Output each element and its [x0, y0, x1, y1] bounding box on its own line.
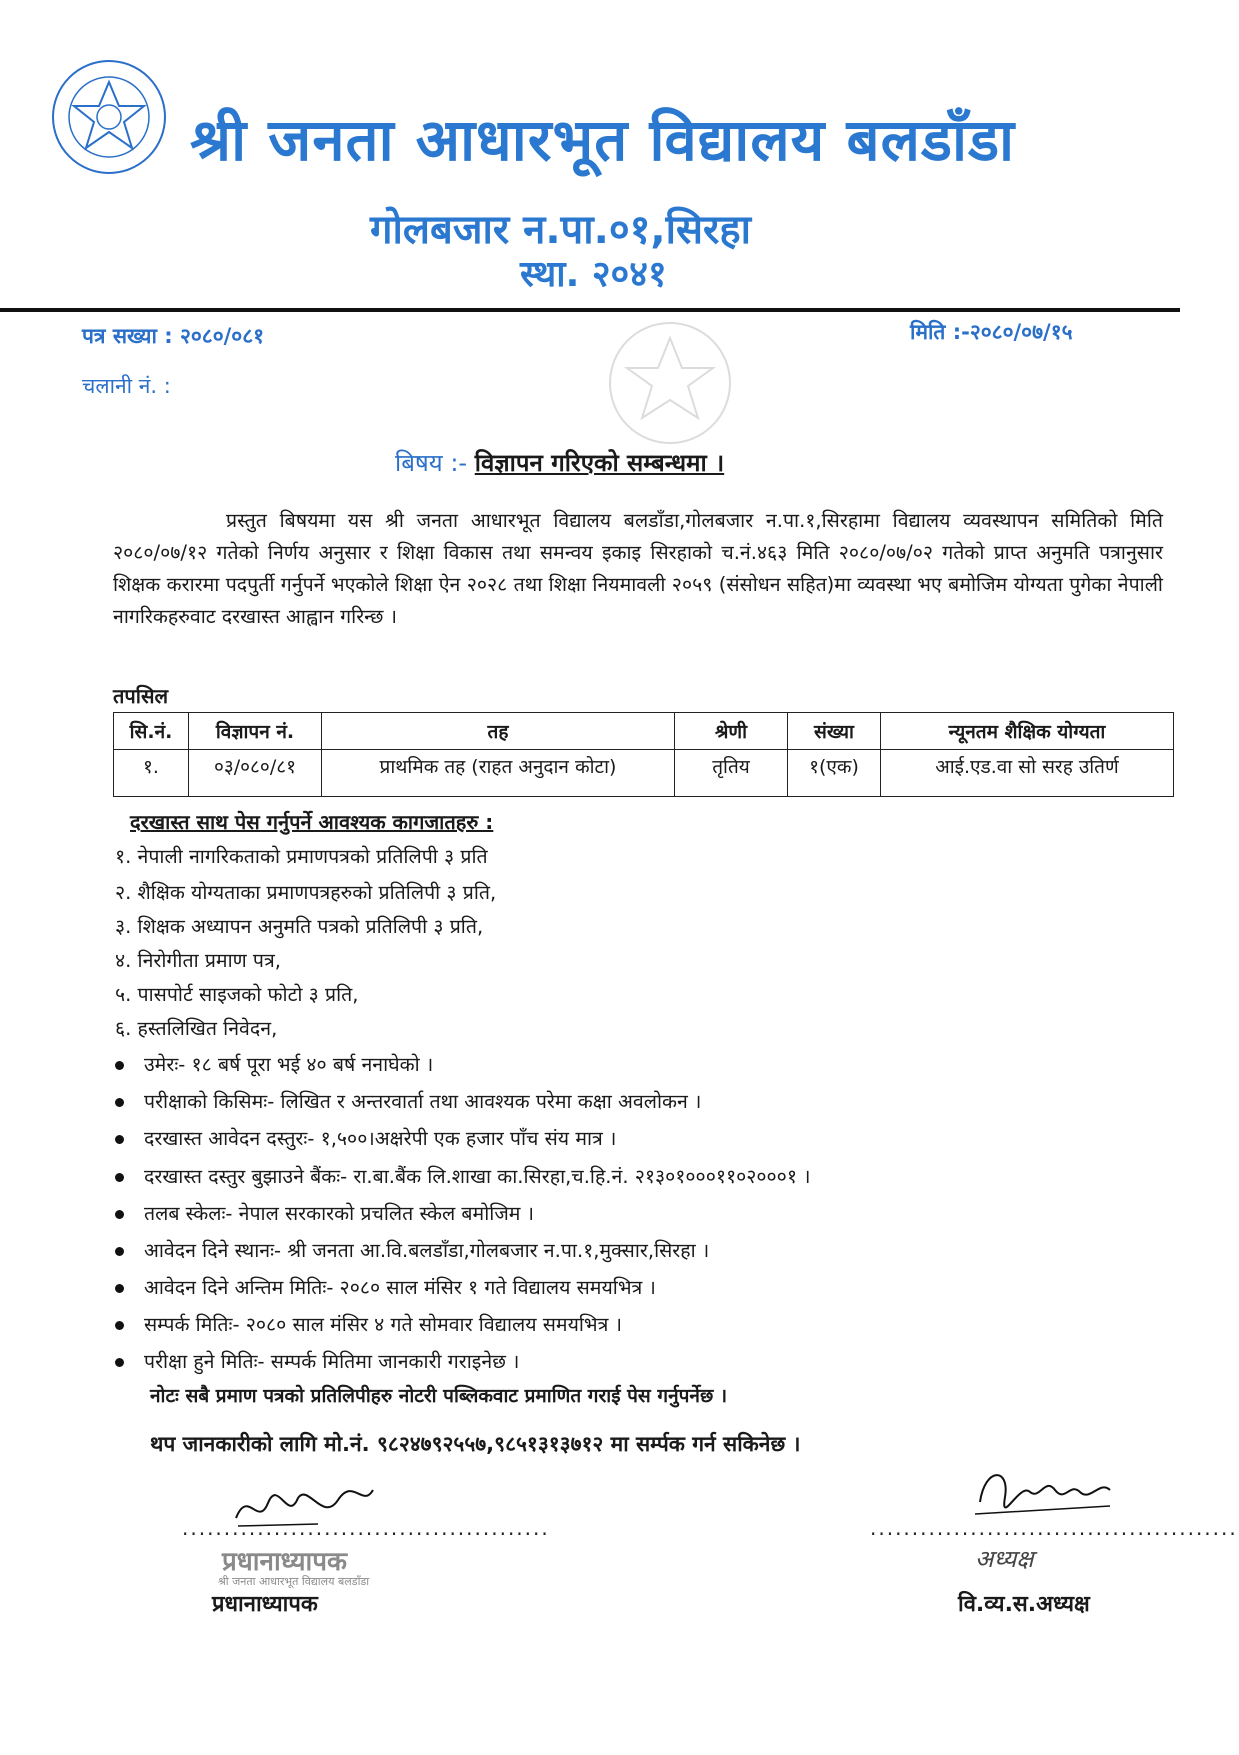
list-item: ६. हस्तलिखित निवेदन, [115, 1017, 278, 1040]
bullet-item: दरखास्त दस्तुर बुझाउने बैंकः- रा.बा.बैंक लि.शाखा का.सिरहा,च.हि.नं. २१३०१०००११०२०००१ । [115, 1162, 811, 1189]
chairman-title: वि.व्य.स.अध्यक्ष [958, 1592, 1090, 1617]
right-signature-line: ............................................ [870, 1516, 1238, 1540]
note-text: नोटः सबै प्रमाण पत्रको प्रतिलिपीहरु नोटरी पब्लिकवाट प्रमाणित गराई पेस गर्नुपर्नेछ । [150, 1385, 728, 1407]
bullet-icon [115, 1284, 124, 1293]
list-item: १. नेपाली नागरिकताको प्रमाणपत्रको प्रतिलिपी ३ प्रति [115, 845, 488, 868]
bullet-item: परीक्षा हुने मितिः- सम्पर्क मितिमा जानकारी गराइनेछ । [115, 1347, 519, 1374]
school-logo-seal [50, 58, 168, 176]
bullet-item: तलब स्केलः- नेपाल सरकारको प्रचलित स्केल बमोजिम । [115, 1199, 534, 1226]
details-heading: तपसिल [113, 684, 169, 708]
letter-number: पत्र सख्या : २०८०/०८१ [82, 324, 265, 348]
bullet-icon [115, 1061, 124, 1070]
vacancy-table [113, 712, 1174, 797]
letter-date: मिति :-२०८०/०७/१५ [910, 320, 1073, 344]
principal-title: प्रधानाध्यापक [212, 1592, 318, 1617]
bullet-icon [115, 1098, 124, 1107]
right-signature-scribble [970, 1462, 1120, 1520]
school-address: गोलबजार न.पा.०१,सिरहा [370, 207, 751, 253]
list-item: ४. निरोगीता प्रमाण पत्र, [115, 949, 281, 972]
col-qualification: न्यूनतम शैक्षिक योग्यता [881, 713, 1174, 750]
cell-qualification: आई.एड.वा सो सरह उतिर्ण [881, 750, 1174, 797]
contact-info: थप जानकारीको लागि मो.नं. ९८२४७९२५५७,९८५१३१३७१२ मा सर्म्पक गर्न सकिनेछ । [150, 1432, 801, 1456]
cell-count: १(एक) [788, 750, 881, 797]
school-name: श्री जनता आधारभूत विद्यालय बलडाँडा [190, 106, 1016, 174]
intro-paragraph: प्रस्तुत बिषयमा यस श्री जनता आधारभूत विद्यालय बलडाँडा,गोलबजार न.पा.१,सिरहामा विद्यालय व्यवस्थापन समितिको मिति २०८०/०७/१२ गतेको निर्णय अनुसार र शिक्षा विकास तथा समन्वय इकाइ सिरहाको च.नं.४६३ मिति २०८०/०७/०२ गतेको प्राप्त अनुमति पत्रानुसार शिक्षक करारमा पदपुर्ती गर्नुपर्ने भएकोले शिक्षा ऐन २०२८ तथा शिक्षा नियमावली २०५९ (संसोधन सहित)मा व्यवस्था भए बमोजिम योग्यता पुगेका नेपाली नागरिकहरुवाट दरखास्त आह्वान गरिन्छ । [113, 509, 1163, 628]
dispatch-number: चलानी नं. : [82, 374, 171, 398]
list-item: ३. शिक्षक अध्यापन अनुमति पत्रको प्रतिलिपी ३ प्रति, [115, 915, 484, 938]
list-item: २. शैक्षिक योग्यताका प्रमाणपत्रहरुको प्रतिलिपी ३ प्रति, [115, 881, 497, 904]
bullet-item: सम्पर्क मितिः- २०८० साल मंसिर ४ गते सोमवार विद्यालय समयभित्र । [115, 1310, 622, 1337]
bullet-item: परीक्षाको किसिमः- लिखित र अन्तरवार्ता तथा आवश्यक परेमा कक्षा अवलोकन । [115, 1087, 701, 1114]
subject-line [395, 446, 724, 479]
bullet-icon [115, 1358, 124, 1367]
col-ad-number: विज्ञापन नं. [189, 713, 322, 750]
col-count: संख्या [788, 713, 881, 750]
list-item: ५. पासपोर्ट साइजको फोटो ३ प्रति, [115, 983, 359, 1006]
col-serial: सि.नं. [114, 713, 189, 750]
bullet-item: आवेदन दिने स्थानः- श्री जनता आ.वि.बलडाँडा,गोलबजार न.पा.१,मुक्सार,सिरहा । [115, 1236, 709, 1263]
subject-label: बिषय :- [395, 449, 468, 477]
principal-stamp-school: श्री जनता आधारभूत विद्यालय बलडाँडा [218, 1575, 370, 1588]
col-level: तह [322, 713, 675, 750]
table-row [114, 750, 1174, 797]
cell-level: प्राथमिक तह (राहत अनुदान कोटा) [322, 750, 675, 797]
documents-heading: दरखास्त साथ पेस गर्नुपर्ने आवश्यक कागजातहरु : [130, 810, 494, 834]
bullet-icon [115, 1173, 124, 1182]
chairman-handwritten: अध्यक्ष [975, 1545, 1034, 1573]
principal-stamp: प्रधानाध्यापक [222, 1547, 348, 1577]
table-header-row [114, 713, 1174, 750]
cell-class: तृतिय [675, 750, 788, 797]
bullet-icon [115, 1210, 124, 1219]
cell-serial: १. [114, 750, 189, 797]
col-class: श्रेणी [675, 713, 788, 750]
cell-ad-number: ०३/०८०/८१ [189, 750, 322, 797]
bullet-icon [115, 1247, 124, 1256]
seal-watermark [595, 318, 745, 448]
subject-text: विज्ञापन गरिएको सम्बन्धमा । [474, 449, 725, 477]
header-divider [0, 308, 1180, 312]
bullet-item: दरखास्त आवेदन दस्तुरः- १,५००।अक्षरेपी एक हजार पाँच संय मात्र । [115, 1124, 616, 1151]
bullet-item: आवेदन दिने अन्तिम मितिः- २०८० साल मंसिर १ गते विद्यालय समयभित्र । [115, 1273, 656, 1300]
bullet-item: उमेरः- १८ बर्ष पूरा भई ४० बर्ष ननाघेको । [115, 1050, 433, 1077]
bullet-icon [115, 1321, 124, 1330]
left-signature-line: ............................................ [182, 1516, 550, 1540]
bullet-icon [115, 1135, 124, 1144]
school-established: स्था. २०४१ [520, 254, 667, 295]
